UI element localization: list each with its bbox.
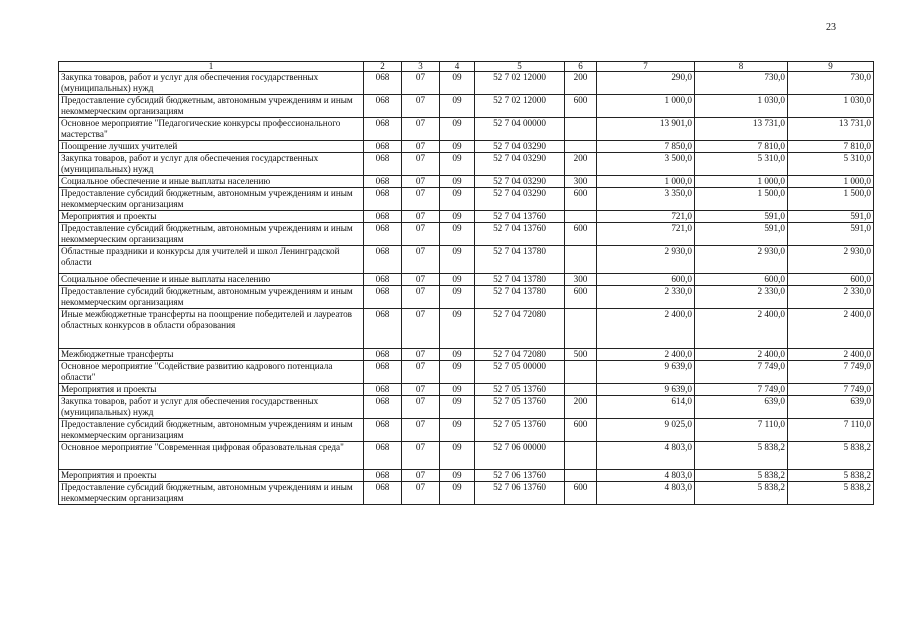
- header-cell: 1: [59, 62, 364, 72]
- row-amount-col8: 2 930,0: [695, 246, 788, 274]
- row-code-expense: [565, 361, 597, 384]
- row-amount-col7: 9 639,0: [597, 384, 695, 396]
- row-code-admin: 068: [364, 274, 402, 286]
- header-cell: 9: [788, 62, 874, 72]
- row-amount-col8: 7 810,0: [695, 141, 788, 153]
- row-amount-col7: 721,0: [597, 211, 695, 223]
- row-amount-col8: 5 838,2: [695, 482, 788, 505]
- row-code-expense: 300: [565, 176, 597, 188]
- row-amount-col9: 1 030,0: [788, 95, 874, 118]
- row-code-target: 52 7 04 72080: [475, 309, 565, 349]
- row-amount-col9: 13 731,0: [788, 118, 874, 141]
- row-code-subsection: 09: [440, 118, 475, 141]
- table-row: [59, 349, 874, 361]
- row-code-section: 07: [402, 72, 440, 95]
- row-code-target: 52 7 04 13780: [475, 246, 565, 274]
- row-amount-col9: 730,0: [788, 72, 874, 95]
- row-code-admin: 068: [364, 419, 402, 442]
- row-code-admin: 068: [364, 176, 402, 188]
- row-amount-col9: 600,0: [788, 274, 874, 286]
- row-code-target: 52 7 04 13760: [475, 211, 565, 223]
- row-code-target: 52 7 04 03290: [475, 153, 565, 176]
- table-row: [59, 396, 874, 419]
- row-code-admin: 068: [364, 246, 402, 274]
- row-code-section: 07: [402, 153, 440, 176]
- row-code-admin: 068: [364, 286, 402, 309]
- row-code-expense: [565, 442, 597, 470]
- row-code-target: 52 7 04 72080: [475, 349, 565, 361]
- row-code-admin: 068: [364, 141, 402, 153]
- row-code-subsection: 09: [440, 176, 475, 188]
- row-amount-col9: 5 838,2: [788, 470, 874, 482]
- row-amount-col9: 639,0: [788, 396, 874, 419]
- row-code-target: 52 7 04 13780: [475, 274, 565, 286]
- page-number: 23: [826, 22, 836, 33]
- header-cell: 5: [475, 62, 565, 72]
- row-amount-col7: 3 350,0: [597, 188, 695, 211]
- row-amount-col8: 2 400,0: [695, 309, 788, 349]
- table-row: [59, 361, 874, 384]
- table-row: [59, 419, 874, 442]
- row-code-subsection: 09: [440, 72, 475, 95]
- row-code-subsection: 09: [440, 470, 475, 482]
- row-code-admin: 068: [364, 223, 402, 246]
- row-code-target: 52 7 05 13760: [475, 396, 565, 419]
- row-name: Закупка товаров, работ и услуг для обеспечения государственных (муниципальных) нужд: [59, 153, 364, 176]
- row-code-expense: [565, 470, 597, 482]
- row-amount-col9: 5 310,0: [788, 153, 874, 176]
- row-code-admin: 068: [364, 384, 402, 396]
- row-amount-col8: 600,0: [695, 274, 788, 286]
- row-name: Межбюджетные трансферты: [59, 349, 364, 361]
- row-amount-col8: 7 749,0: [695, 384, 788, 396]
- row-code-section: 07: [402, 384, 440, 396]
- row-code-admin: 068: [364, 118, 402, 141]
- row-code-target: 52 7 04 03290: [475, 141, 565, 153]
- row-amount-col7: 7 850,0: [597, 141, 695, 153]
- row-code-admin: 068: [364, 470, 402, 482]
- row-code-admin: 068: [364, 396, 402, 419]
- header-cell: 3: [402, 62, 440, 72]
- row-amount-col9: 5 838,2: [788, 482, 874, 505]
- header-cell: 2: [364, 62, 402, 72]
- row-code-subsection: 09: [440, 141, 475, 153]
- row-code-target: 52 7 04 13760: [475, 223, 565, 246]
- row-code-expense: 600: [565, 95, 597, 118]
- row-amount-col9: 2 930,0: [788, 246, 874, 274]
- table-row: [59, 274, 874, 286]
- row-name: Предоставление субсидий бюджетным, автономным учреждениям и иным некоммерческим организациям: [59, 188, 364, 211]
- row-name: Иные межбюджетные трансферты на поощрение победителей и лауреатов областных конкурсов в области образования: [59, 309, 364, 349]
- header-cell: 7: [597, 62, 695, 72]
- table-row: [59, 286, 874, 309]
- row-name: Предоставление субсидий бюджетным, автономным учреждениям и иным некоммерческим организациям: [59, 482, 364, 505]
- table-row: [59, 211, 874, 223]
- row-amount-col7: 1 000,0: [597, 95, 695, 118]
- row-code-admin: 068: [364, 153, 402, 176]
- row-code-expense: 200: [565, 72, 597, 95]
- row-code-expense: 600: [565, 419, 597, 442]
- row-amount-col9: 1 000,0: [788, 176, 874, 188]
- row-amount-col7: 2 400,0: [597, 309, 695, 349]
- row-code-section: 07: [402, 470, 440, 482]
- row-amount-col8: 639,0: [695, 396, 788, 419]
- row-name: Закупка товаров, работ и услуг для обеспечения государственных (муниципальных) нужд: [59, 396, 364, 419]
- row-code-subsection: 09: [440, 246, 475, 274]
- row-code-target: 52 7 05 00000: [475, 361, 565, 384]
- row-code-section: 07: [402, 396, 440, 419]
- row-amount-col9: 7 749,0: [788, 384, 874, 396]
- row-code-admin: 068: [364, 188, 402, 211]
- table-row: [59, 223, 874, 246]
- row-code-target: 52 7 05 13760: [475, 419, 565, 442]
- row-amount-col7: 13 901,0: [597, 118, 695, 141]
- row-name: Областные праздники и конкурсы для учителей и школ Ленинградской области: [59, 246, 364, 274]
- row-code-subsection: 09: [440, 286, 475, 309]
- row-code-expense: 300: [565, 274, 597, 286]
- row-amount-col9: 2 330,0: [788, 286, 874, 309]
- row-code-target: 52 7 02 12000: [475, 72, 565, 95]
- row-name: Социальное обеспечение и иные выплаты населению: [59, 274, 364, 286]
- row-code-section: 07: [402, 349, 440, 361]
- table-row: [59, 384, 874, 396]
- row-code-expense: 500: [565, 349, 597, 361]
- row-code-section: 07: [402, 223, 440, 246]
- row-amount-col8: 2 400,0: [695, 349, 788, 361]
- row-code-expense: 600: [565, 286, 597, 309]
- row-code-admin: 068: [364, 72, 402, 95]
- row-amount-col7: 2 400,0: [597, 349, 695, 361]
- row-code-expense: 600: [565, 223, 597, 246]
- table-row: [59, 95, 874, 118]
- table-body: [59, 72, 874, 505]
- row-amount-col8: 591,0: [695, 211, 788, 223]
- table-row: [59, 118, 874, 141]
- row-amount-col7: 2 930,0: [597, 246, 695, 274]
- row-name: Закупка товаров, работ и услуг для обеспечения государственных (муниципальных) нужд: [59, 72, 364, 95]
- table-row: [59, 482, 874, 505]
- row-name: Основное мероприятие "Содействие развитию кадрового потенциала области": [59, 361, 364, 384]
- row-code-subsection: 09: [440, 482, 475, 505]
- row-code-section: 07: [402, 274, 440, 286]
- header-cell: 6: [565, 62, 597, 72]
- row-code-expense: [565, 246, 597, 274]
- row-name: Основное мероприятие "Современная цифровая образовательная среда": [59, 442, 364, 470]
- row-code-admin: 068: [364, 309, 402, 349]
- row-amount-col8: 730,0: [695, 72, 788, 95]
- row-code-expense: [565, 211, 597, 223]
- table-row: [59, 442, 874, 470]
- row-code-target: 52 7 04 03290: [475, 188, 565, 211]
- row-amount-col8: 7 110,0: [695, 419, 788, 442]
- row-code-expense: [565, 384, 597, 396]
- table-row: [59, 72, 874, 95]
- row-code-subsection: 09: [440, 211, 475, 223]
- row-code-section: 07: [402, 141, 440, 153]
- row-code-subsection: 09: [440, 361, 475, 384]
- row-code-target: 52 7 06 00000: [475, 442, 565, 470]
- row-code-section: 07: [402, 118, 440, 141]
- row-code-expense: 600: [565, 482, 597, 505]
- row-amount-col8: 13 731,0: [695, 118, 788, 141]
- row-amount-col9: 1 500,0: [788, 188, 874, 211]
- row-code-target: 52 7 06 13760: [475, 482, 565, 505]
- row-amount-col7: 4 803,0: [597, 442, 695, 470]
- row-amount-col7: 600,0: [597, 274, 695, 286]
- row-amount-col9: 591,0: [788, 223, 874, 246]
- row-amount-col8: 5 310,0: [695, 153, 788, 176]
- row-name: Поощрение лучших учителей: [59, 141, 364, 153]
- row-code-target: 52 7 04 03290: [475, 176, 565, 188]
- row-code-section: 07: [402, 188, 440, 211]
- row-code-expense: 200: [565, 396, 597, 419]
- table-row: [59, 176, 874, 188]
- row-code-subsection: 09: [440, 384, 475, 396]
- row-amount-col7: 290,0: [597, 72, 695, 95]
- row-code-expense: 600: [565, 188, 597, 211]
- row-code-admin: 068: [364, 442, 402, 470]
- table-row: [59, 470, 874, 482]
- row-amount-col7: 9 639,0: [597, 361, 695, 384]
- row-amount-col8: 591,0: [695, 223, 788, 246]
- row-code-subsection: 09: [440, 349, 475, 361]
- header-row: [59, 62, 874, 72]
- header-cell: 4: [440, 62, 475, 72]
- row-code-section: 07: [402, 442, 440, 470]
- row-amount-col9: 2 400,0: [788, 349, 874, 361]
- row-amount-col9: 7 810,0: [788, 141, 874, 153]
- row-code-subsection: 09: [440, 153, 475, 176]
- row-amount-col7: 3 500,0: [597, 153, 695, 176]
- row-code-section: 07: [402, 482, 440, 505]
- row-code-section: 07: [402, 361, 440, 384]
- row-amount-col8: 5 838,2: [695, 442, 788, 470]
- row-name: Предоставление субсидий бюджетным, автономным учреждениям и иным некоммерческим организациям: [59, 419, 364, 442]
- row-code-target: 52 7 04 00000: [475, 118, 565, 141]
- row-amount-col7: 4 803,0: [597, 470, 695, 482]
- row-amount-col9: 5 838,2: [788, 442, 874, 470]
- row-code-section: 07: [402, 211, 440, 223]
- row-name: Мероприятия и проекты: [59, 470, 364, 482]
- row-code-section: 07: [402, 286, 440, 309]
- row-code-section: 07: [402, 309, 440, 349]
- row-code-subsection: 09: [440, 442, 475, 470]
- row-code-target: 52 7 04 13780: [475, 286, 565, 309]
- row-code-admin: 068: [364, 211, 402, 223]
- row-amount-col8: 7 749,0: [695, 361, 788, 384]
- row-code-section: 07: [402, 246, 440, 274]
- row-amount-col9: 591,0: [788, 211, 874, 223]
- row-code-target: 52 7 06 13760: [475, 470, 565, 482]
- row-amount-col9: 7 110,0: [788, 419, 874, 442]
- row-code-section: 07: [402, 95, 440, 118]
- row-amount-col8: 1 030,0: [695, 95, 788, 118]
- row-amount-col7: 721,0: [597, 223, 695, 246]
- table-row: [59, 246, 874, 274]
- row-amount-col8: 1 500,0: [695, 188, 788, 211]
- row-amount-col8: 5 838,2: [695, 470, 788, 482]
- row-amount-col7: 9 025,0: [597, 419, 695, 442]
- row-code-subsection: 09: [440, 309, 475, 349]
- row-code-admin: 068: [364, 482, 402, 505]
- row-name: Предоставление субсидий бюджетным, автономным учреждениям и иным некоммерческим организациям: [59, 286, 364, 309]
- row-code-expense: [565, 118, 597, 141]
- row-amount-col8: 1 000,0: [695, 176, 788, 188]
- table-row: [59, 141, 874, 153]
- row-amount-col7: 614,0: [597, 396, 695, 419]
- table-row: [59, 153, 874, 176]
- budget-table: [58, 61, 874, 505]
- row-code-expense: [565, 141, 597, 153]
- row-code-admin: 068: [364, 349, 402, 361]
- row-code-expense: 200: [565, 153, 597, 176]
- row-code-subsection: 09: [440, 95, 475, 118]
- row-code-section: 07: [402, 419, 440, 442]
- row-code-target: 52 7 05 13760: [475, 384, 565, 396]
- row-name: Мероприятия и проекты: [59, 211, 364, 223]
- row-code-target: 52 7 02 12000: [475, 95, 565, 118]
- row-amount-col7: 1 000,0: [597, 176, 695, 188]
- row-name: Социальное обеспечение и иные выплаты населению: [59, 176, 364, 188]
- row-name: Мероприятия и проекты: [59, 384, 364, 396]
- row-amount-col7: 4 803,0: [597, 482, 695, 505]
- row-amount-col9: 2 400,0: [788, 309, 874, 349]
- row-code-subsection: 09: [440, 419, 475, 442]
- row-amount-col8: 2 330,0: [695, 286, 788, 309]
- row-name: Предоставление субсидий бюджетным, автономным учреждениям и иным некоммерческим организациям: [59, 95, 364, 118]
- row-name: Основное мероприятие "Педагогические конкурсы профессионального мастерства": [59, 118, 364, 141]
- row-code-subsection: 09: [440, 188, 475, 211]
- row-code-admin: 068: [364, 361, 402, 384]
- row-amount-col7: 2 330,0: [597, 286, 695, 309]
- table-row: [59, 188, 874, 211]
- row-code-subsection: 09: [440, 274, 475, 286]
- row-code-section: 07: [402, 176, 440, 188]
- row-code-subsection: 09: [440, 223, 475, 246]
- row-amount-col9: 7 749,0: [788, 361, 874, 384]
- row-code-subsection: 09: [440, 396, 475, 419]
- row-code-admin: 068: [364, 95, 402, 118]
- row-code-expense: [565, 309, 597, 349]
- header-cell: 8: [695, 62, 788, 72]
- table-row: [59, 309, 874, 349]
- row-name: Предоставление субсидий бюджетным, автономным учреждениям и иным некоммерческим организациям: [59, 223, 364, 246]
